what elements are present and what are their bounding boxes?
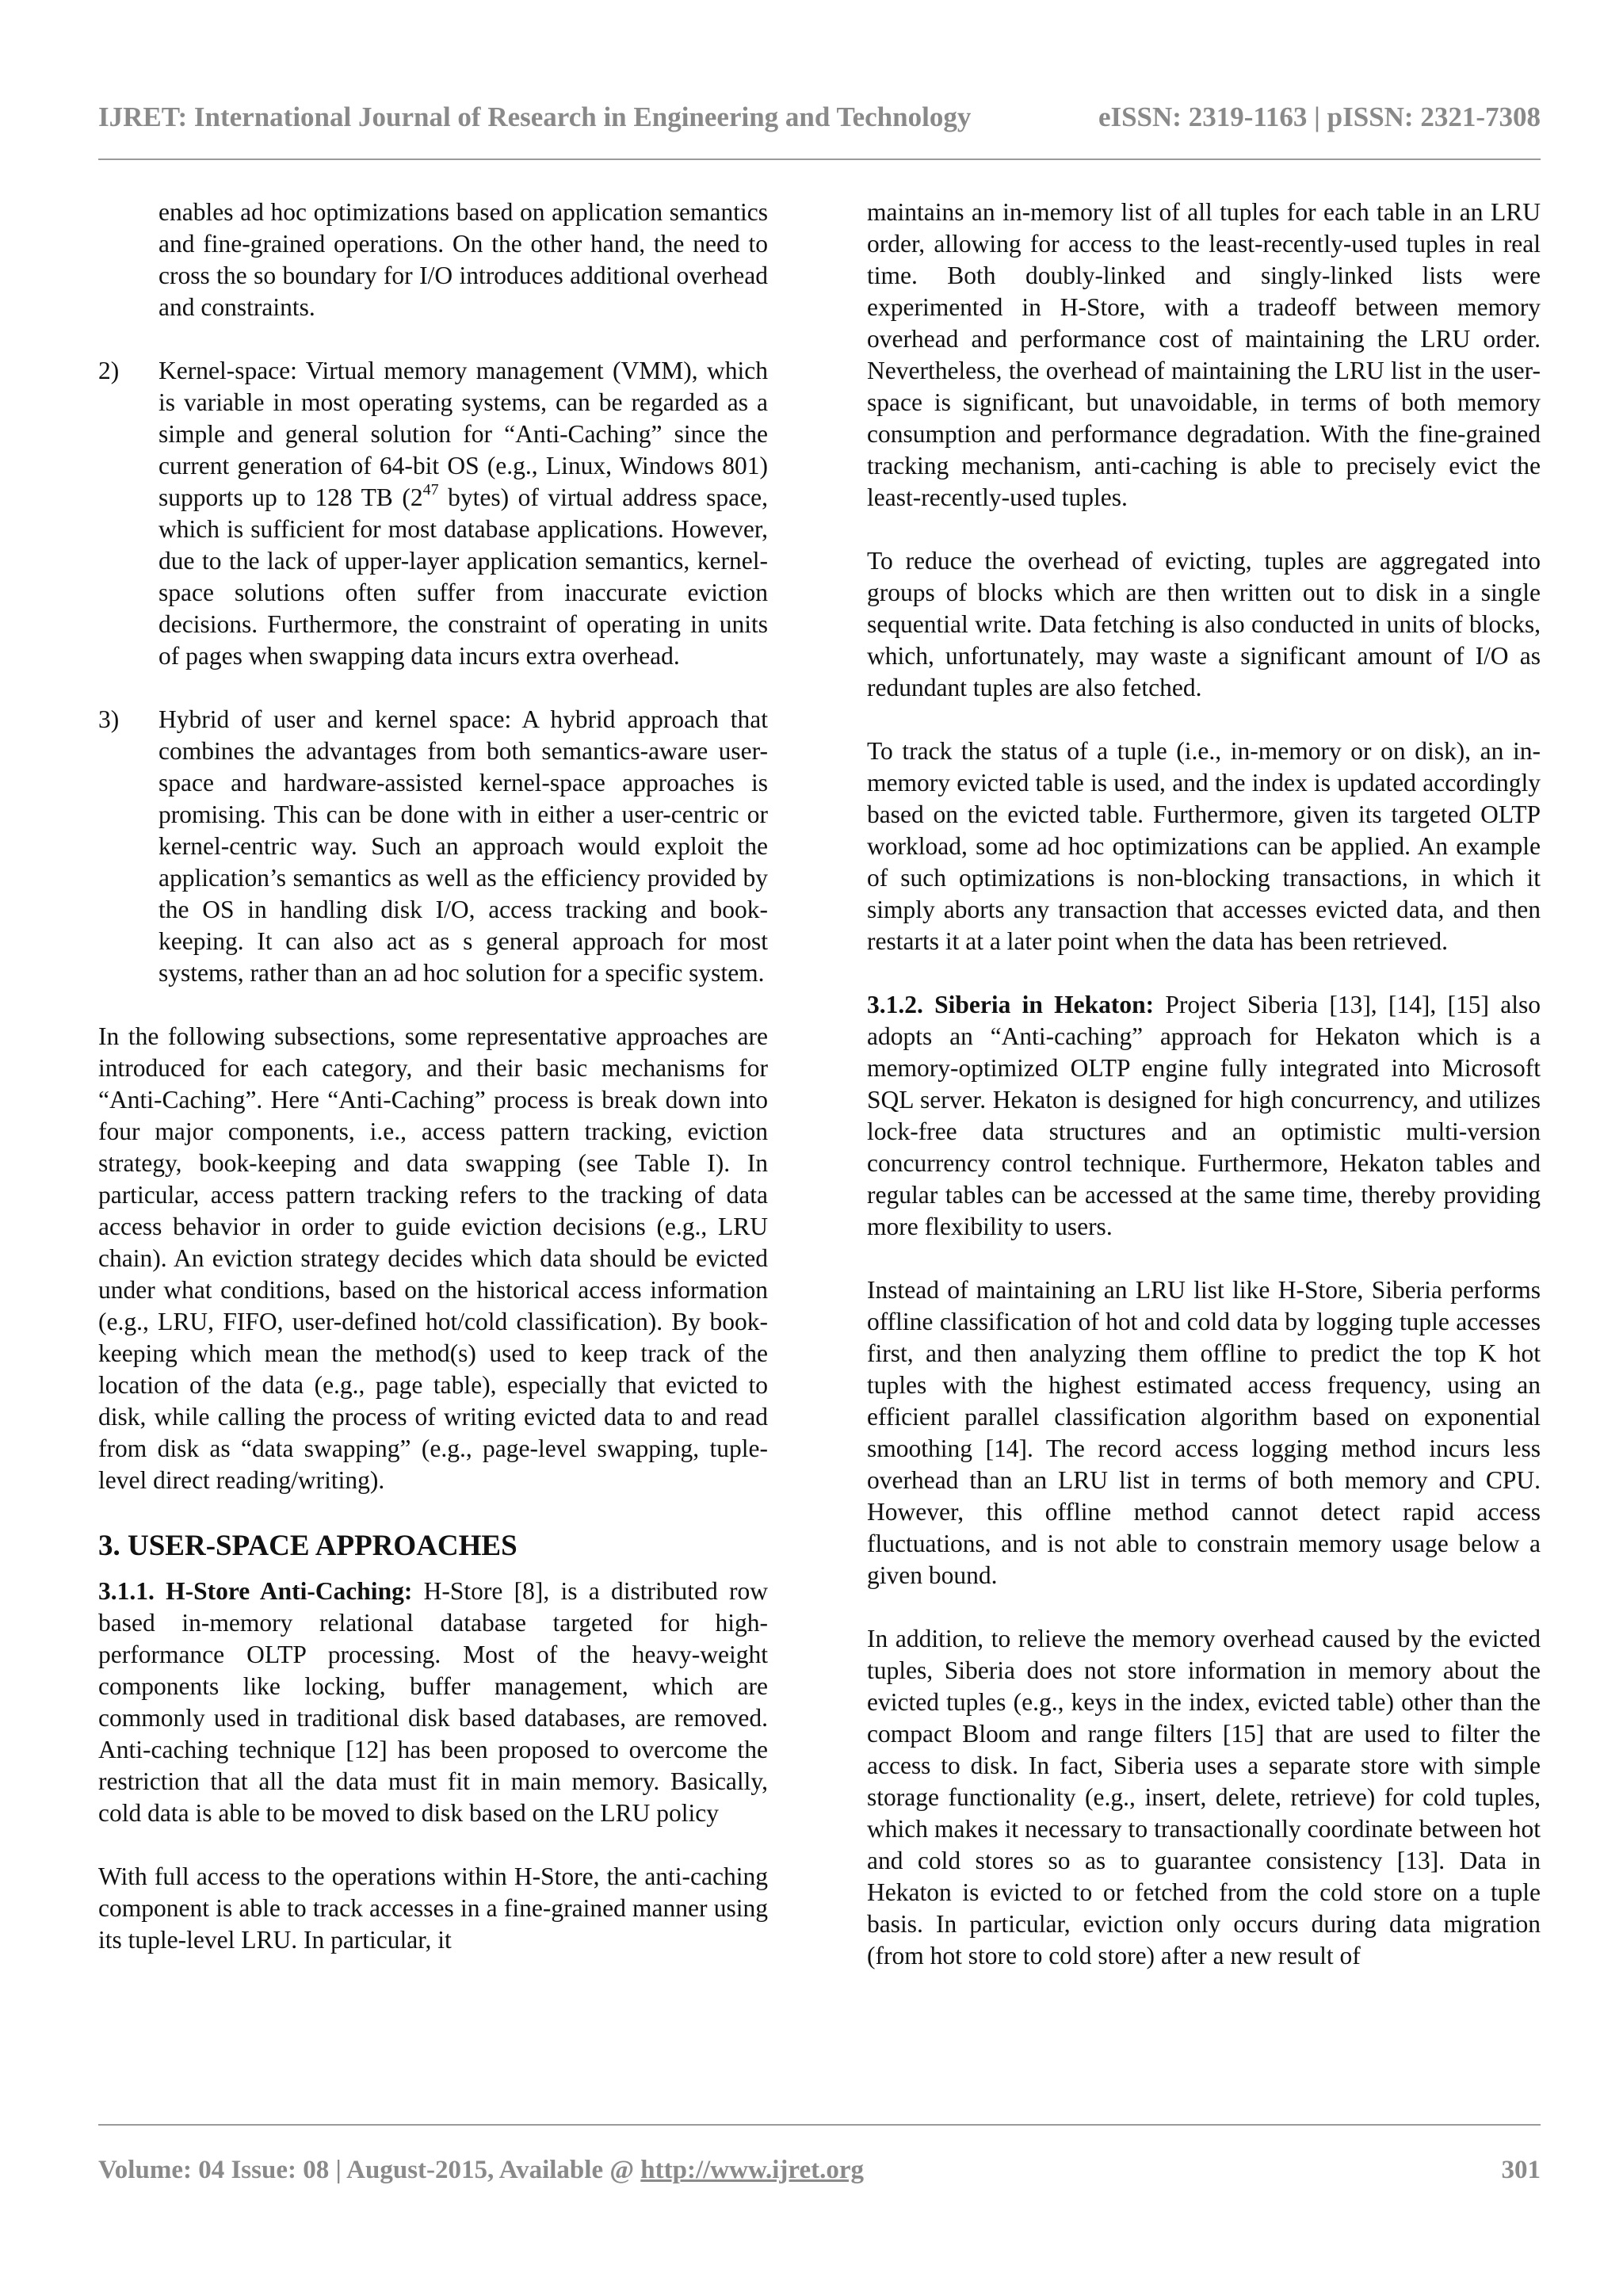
right-column: [867, 197, 1541, 1972]
list-text-cont: bytes) of virtual address space, which is sufficient for most database applications. However, due to the lack of upper-layer application semantics, kernel-space solutions often suffer from inaccurate eviction decisions. Furthermore, the constraint of operating in units of pages when swapping data incurs extra overhead.: [158, 483, 768, 670]
header-divider: [98, 159, 1541, 160]
list-item-hybrid: [98, 704, 768, 989]
list-item-kernel-space: [98, 355, 768, 672]
subsection-title: 3.1.1. H-Store Anti-Caching:: [98, 1577, 413, 1605]
offline-classification-paragraph: Instead of maintaining an LRU list like H-Store, Siberia performs offline classification of hot and cold data by logging tuple accesses first, and then analyzing them offline to predict the top K hot tuples with the highest estimated access frequency, using an efficient parallel classification algorithm based on exponential smoothing [14]. The record access logging method incurs less overhead than an LRU list in terms of both memory and CPU. However, this offline method cannot detect rapid access fluctuations, and is not able to constrain memory usage below a given bound.: [867, 1276, 1541, 1589]
list-text: Hybrid of user and kernel space: A hybrid approach that combines the advantages from both semantics-aware user-space and hardware-assisted kernel-space approaches is promising. This can be done with in either a user-centric or kernel-centric way. Such an approach would exploit the application’s semantics as well as the efficiency provided by the OS in handling disk I/O, access tracking and book-keeping. It can also act as s general approach for most systems, rather than an ad hoc solution for a specific system.: [158, 705, 768, 987]
footer-divider: [98, 2124, 1541, 2126]
page-number: 301: [1501, 2156, 1541, 2184]
journal-title: IJRET: International Journal of Research in Engineering and Technology: [98, 101, 972, 132]
volume-text: Volume: 04 Issue: 08 | August-2015, Available @: [98, 2156, 641, 2184]
memory-overhead-paragraph: In addition, to relieve the memory overhead caused by the evicted tuples, Siberia does not store information in memory about the evicted tuples (e.g., keys in the index, evicted table) other than the compact Bloom and range filters [15] that are used to filter the access to disk. In fact, Siberia uses a separate store with simple storage functionality (e.g., insert, delete, retrieve) for cold tuples, which makes it necessary to transactionally coordinate between hot and cold stores so as to guarantee consistency [13]. Data in Hekaton is evicted to or fetched from the cold store on a tuple basis. In particular, eviction only occurs during data migration (from hot store to cold store) after a new result of: [867, 1625, 1541, 1969]
subsection-title: 3.1.2. Siberia in Hekaton:: [867, 991, 1155, 1018]
evicting-paragraph: To reduce the overhead of evicting, tuples are aggregated into groups of blocks which are then written out to disk in a single sequential write. Data fetching is also conducted in units of blocks, which, unfortunately, may waste a significant amount of I/O as redundant tuples are also fetched.: [867, 547, 1541, 701]
full-access-paragraph: With full access to the operations within H-Store, the anti-caching component is able to track accesses in a fine-grained manner using its tuple-level LRU. In particular, it: [98, 1862, 768, 1954]
left-column: [98, 197, 768, 1956]
list-text: Kernel-space: Virtual memory management (VMM), which is variable in most operating systems, can be regarded as a simple and general solution for “Anti-Caching” since the current generation of 64-bit OS (e.g., Linux, Windows 801) supports up to 128 TB (2: [158, 357, 768, 511]
page-header: [98, 94, 1541, 141]
subsections-paragraph: In the following subsections, some representative approaches are introduced for each category, and their basic mechanisms for “Anti-Caching”. Here “Anti-Caching” process is break down into four major components, i.e., access pattern tracking, eviction strategy, book-keeping and data swapping (see Table I). In particular, access pattern tracking refers to the tracking of data access behavior in order to guide eviction decisions (e.g., LRU chain). An eviction strategy decides which data should be evicted under what conditions, based on the historical access information (e.g., LRU, FIFO, user-defined hot/cold classification). By book-keeping which mean the method(s) used to keep track of the location of the data (e.g., page table), especially that evicted to disk, while calling the process of writing evicted data to and read from disk as “data swapping” (e.g., page-level swapping, tuple-level direct reading/writing).: [98, 1022, 768, 1494]
siberia-paragraph: [867, 989, 1541, 1243]
superscript: 47: [422, 481, 439, 499]
continued-paragraph: maintains an in-memory list of all tuples for each table in an LRU order, allowing for access to the least-recently-used tuples in real time. Both doubly-linked and singly-linked lists were experimented in H-Store, with a tradeoff between memory overhead and performance cost of maintaining the LRU order. Nevertheless, the overhead of maintaining the LRU list in the user-space is significant, but unavoidable, in terms of both memory consumption and performance degradation. With the fine-grained tracking mechanism, anti-caching is able to precisely evict the least-recently-used tuples.: [867, 198, 1541, 511]
volume-info: [98, 2156, 864, 2185]
tracking-paragraph: To track the status of a tuple (i.e., in-memory or on disk), an in-memory evicted table is used, and the index is updated accordingly based on the evicted table. Furthermore, given its targeted OLTP workload, some ad hoc optimizations can be applied. An example of such optimizations is non-blocking transactions, in which it simply aborts any transaction that accesses evicted data, and then restarts it at a later point when the data has been retrieved.: [867, 737, 1541, 955]
section-heading: 3. USER-SPACE APPROACHES: [98, 1530, 517, 1562]
issn-info: eISSN: 2319-1163 | pISSN: 2321-7308: [1098, 101, 1541, 132]
siberia-text: Project Siberia [13], [14], [15] also adopts an “Anti-caching” approach for Hekaton which is a memory-optimized OLTP engine fully integrated into Microsoft SQL server. Hekaton is designed for high concurrency, and utilizes lock-free data structures and an optimistic multi-version concurrency control technique. Furthermore, Hekaton tables and regular tables can be accessed at the same time, thereby providing more flexibility to users.: [867, 991, 1541, 1240]
hstore-text: H-Store [8], is a distributed row based in-memory relational database targeted for high-performance OLTP processing. Most of the heavy-weight components like locking, buffer management, which are commonly used in traditional disk based databases, are removed. Anti-caching technique [12] has been proposed to overcome the restriction that all the data must fit in main memory. Basically, cold data is able to be moved to disk based on the LRU policy: [98, 1577, 768, 1827]
continued-paragraph: enables ad hoc optimizations based on application semantics and fine-grained operations. On the other hand, the need to cross the so boundary for I/O introduces additional overhead and constraints.: [158, 198, 768, 321]
list-number: 3): [98, 705, 120, 733]
list-number: 2): [98, 357, 120, 384]
journal-link[interactable]: http://www.ijret.org: [640, 2156, 864, 2184]
hstore-paragraph: [98, 1576, 768, 1829]
